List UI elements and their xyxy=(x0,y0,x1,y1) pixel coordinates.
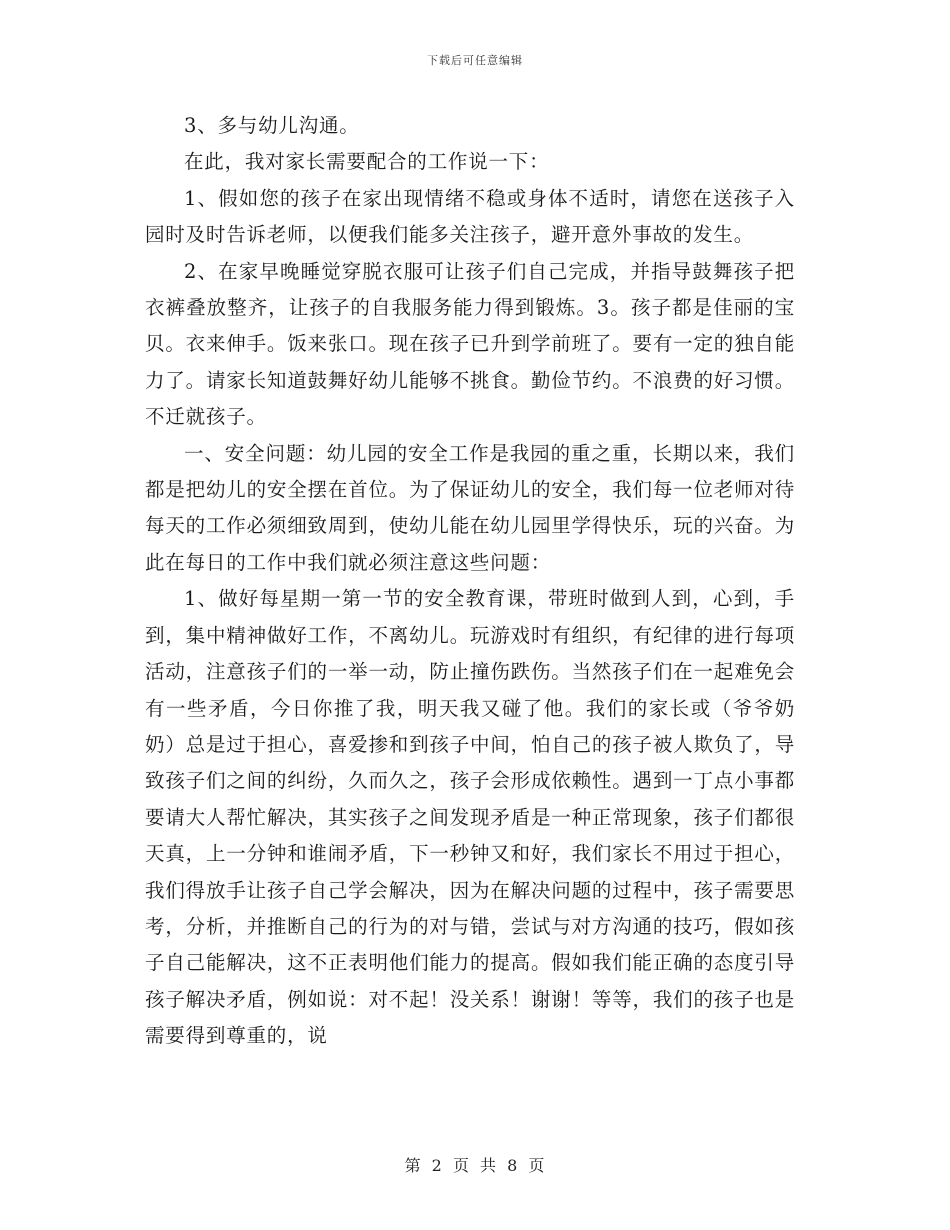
document-body xyxy=(145,108,795,1055)
paragraph: 3、多与幼儿沟通。 xyxy=(184,114,360,137)
paragraph: 1、做好每星期一第一节的安全教育课，带班时做到人到，心到，手到，集中精神做好工作，不离幼儿。玩游戏时有组织，有纪律的进行每项活动，注意孩子们的一举一动，防止撞伤跌伤。当然孩子们在一起难免会有一些矛盾，今日你推了我，明天我又碰了他。我们的家长或（爷爷奶奶）总是过于担心，喜爱掺和到孩子中间，怕自己的孩子被人欺负了，导致孩子们之间的纠纷，久而久之，孩子会形成依赖性。遇到一丁点小事都要请大人帮忙解决，其实孩子之间发现矛盾是一种正常现象，孩子们都很天真，上一分钟和谁闹矛盾，下一秒钟又和好，我们家长不用过于担心，我们得放手让孩子自己学会解决，因为在解决问题的过程中，孩子需要思考，分析，并推断自己的行为的对与错，尝试与对方沟通的技巧，假如孩子自己能解决，这不正表明他们能力的提高。假如我们能正确的态度引导孩子解决矛盾，例如说：对不起！没关系！谢谢！等等，我们的孩子也是需要得到尊重的，说 xyxy=(145,587,795,1048)
paragraph: 2、在家早晚睡觉穿脱衣服可让孩子们自己完成，并指导鼓舞孩子把衣裤叠放整齐，让孩子的自我服务能力得到锻炼。3。孩子都是佳丽的宝贝。衣来伸手。饭来张口。现在孩子已升到学前班了。要有一定的独自能力了。请家长知道鼓舞好幼儿能够不挑食。勤俭节约。不浪费的好习惯。不迁就孩子。 xyxy=(145,259,795,429)
page-number-footer: 第 2 页 共 8 页 xyxy=(404,1156,546,1175)
paragraph: 在此，我对家长需要配合的工作说一下： xyxy=(184,150,550,174)
paragraph: 一、安全问题：幼儿园的安全工作是我园的重之重，长期以来，我们都是把幼儿的安全摆在首位。为了保证幼儿的安全，我们每一位老师对待每天的工作必须细致周到，使幼儿能在幼儿园里学得快乐，玩的兴奋。为此在每日的工作中我们就必须注意这些问题： xyxy=(145,441,795,574)
page-header: 下载后可任意编辑 xyxy=(427,54,523,67)
paragraph: 1、假如您的孩子在家出现情绪不稳或身体不适时，请您在送孩子入园时及时告诉老师，以便我们能多关注孩子，避开意外事故的发生。 xyxy=(145,186,795,247)
